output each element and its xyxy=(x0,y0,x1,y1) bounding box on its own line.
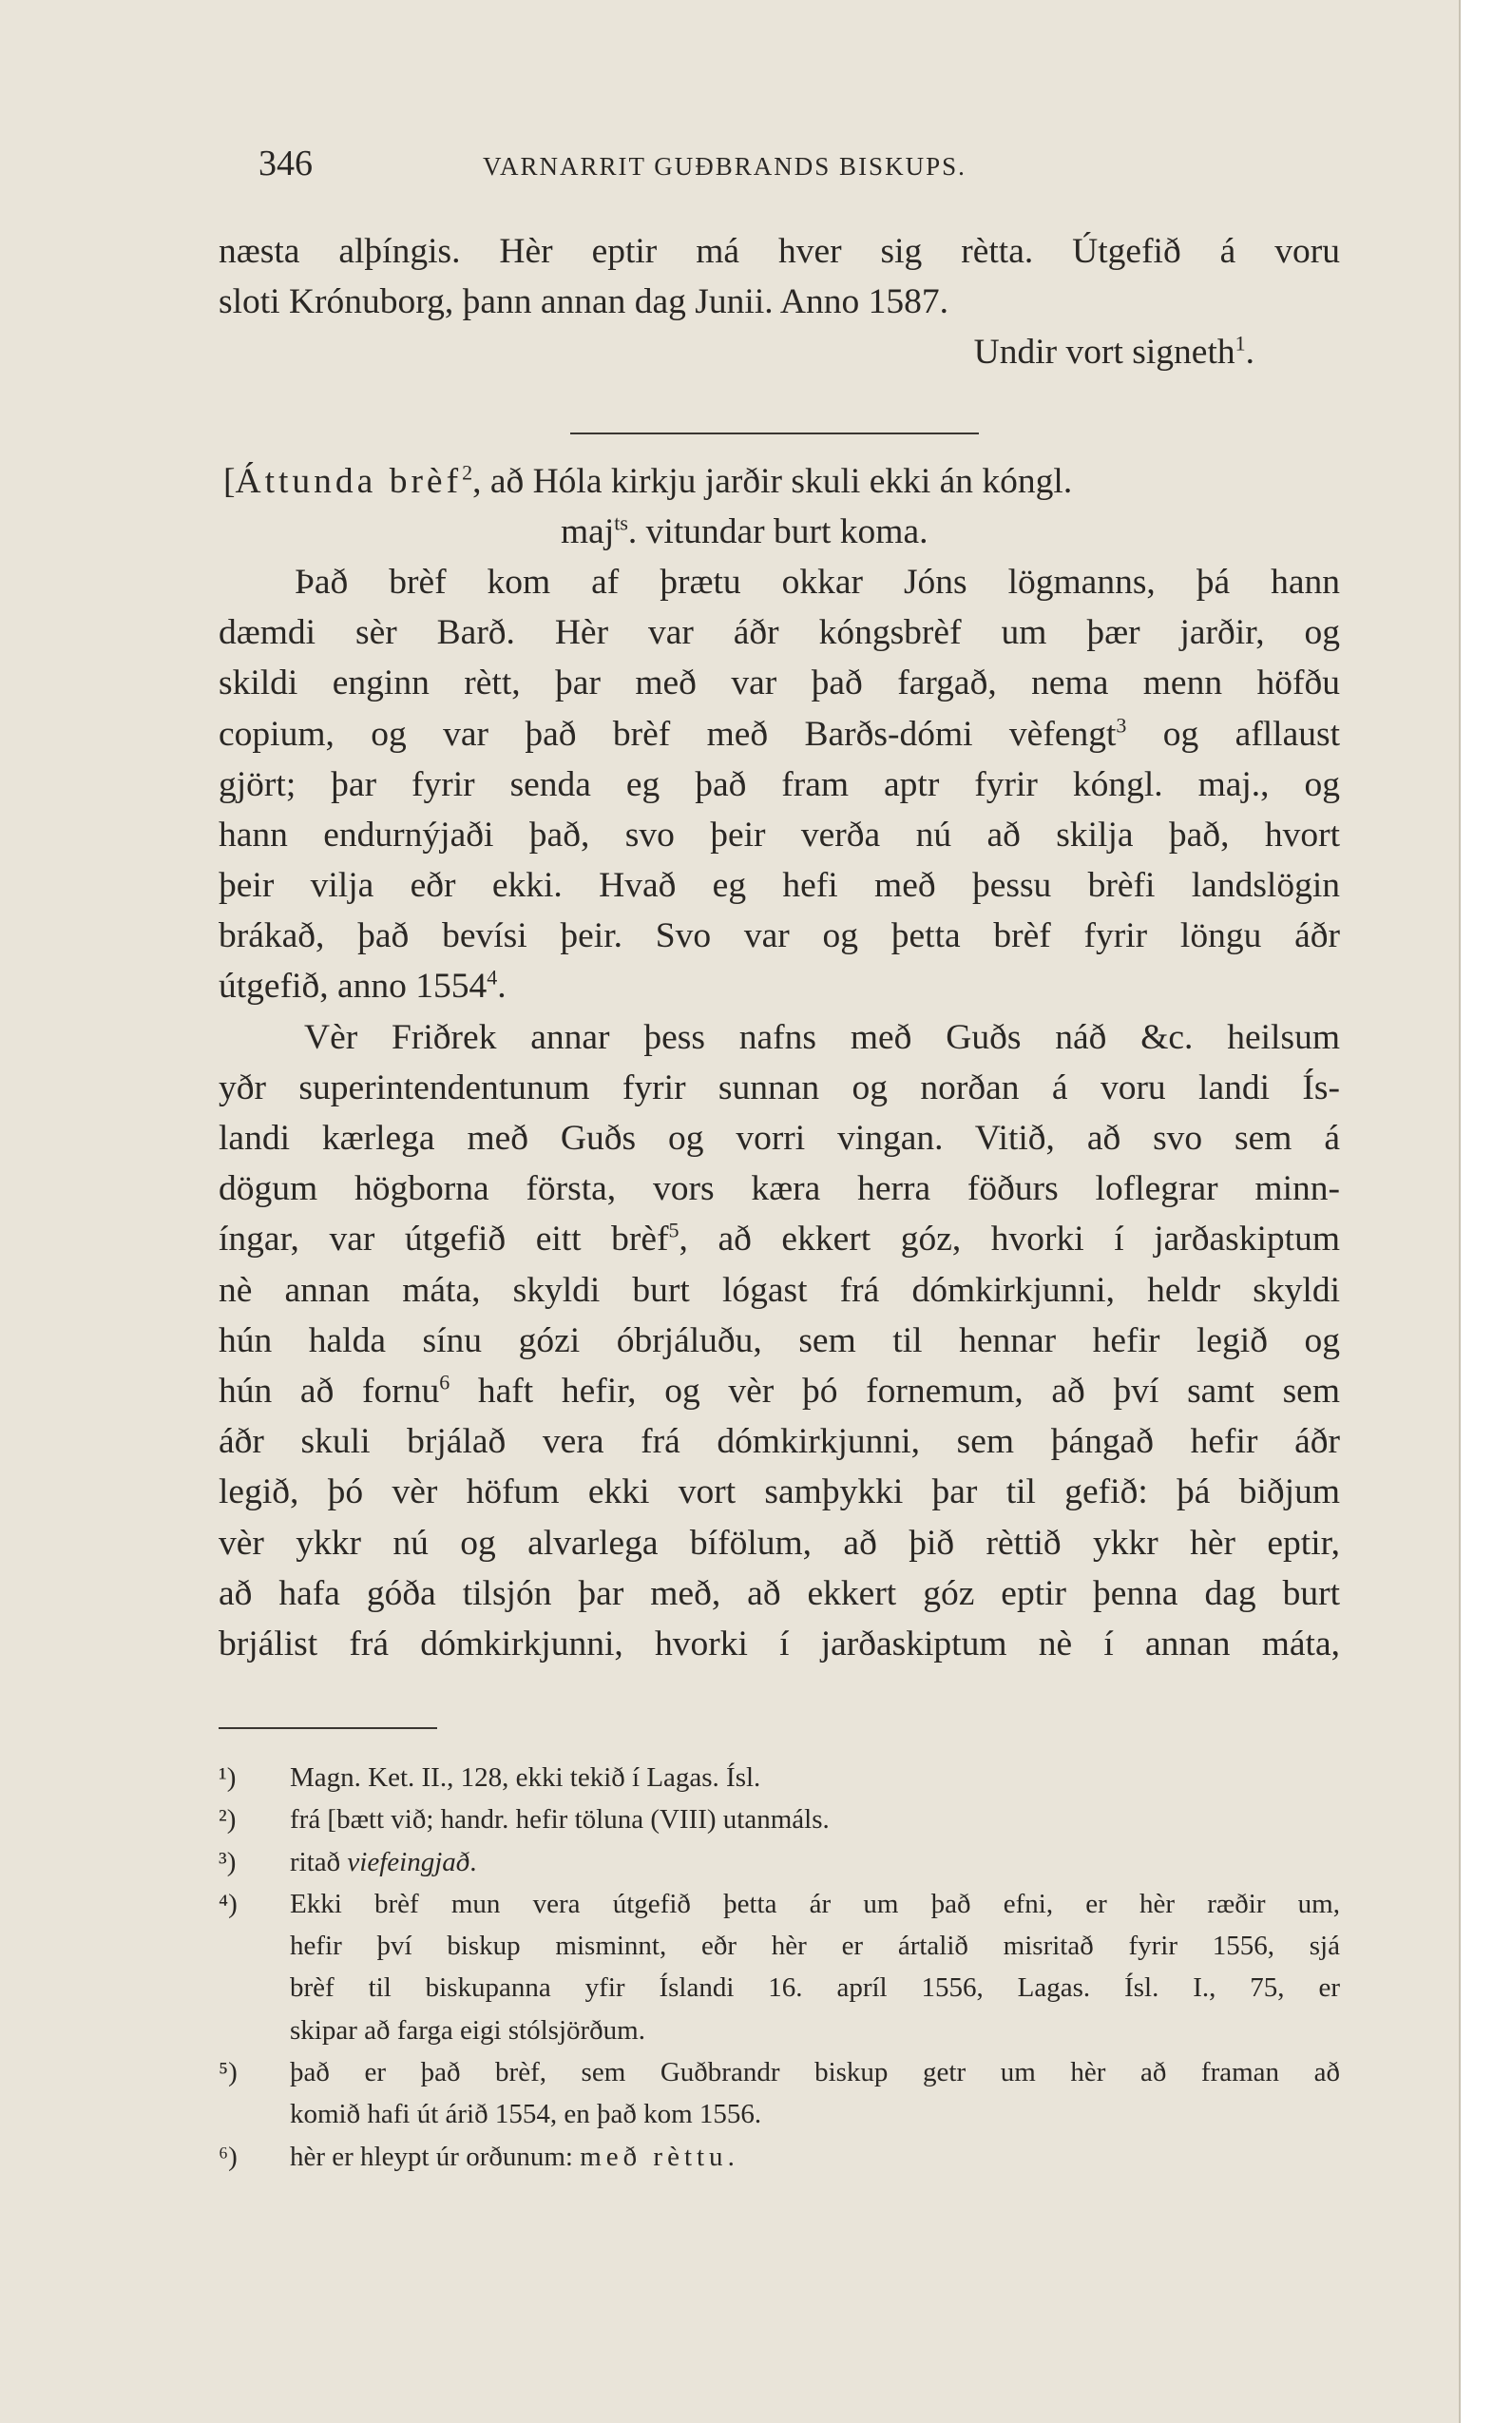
footnote-ref: 2 xyxy=(462,460,473,485)
text-line: brákað, það bevísi þeir. Svo var og þetta brèf fyrir löngu áðr xyxy=(219,916,1340,956)
text-line: hann endurnýjaði það, svo þeir verða nú að skilja það, hvort xyxy=(219,815,1340,855)
text-line: nè annan máta, skyldi burt lógast frá dómkirkjunni, heldr skyldi xyxy=(219,1270,1340,1310)
spacer xyxy=(219,378,1340,456)
text-segment: copium, og var það brèf með Barðs-dómi vèfengt xyxy=(219,714,1117,754)
heading-text: maj xyxy=(561,511,615,551)
footnote-2 xyxy=(219,1798,1340,1840)
footnote-text-segment: ritað xyxy=(290,1846,348,1877)
footnote-text: komið hafi út árið 1554, en það kom 1556. xyxy=(290,2099,762,2130)
text-line: landi kærlega með Guðs og vorri vingan. Vitið, að svo sem á xyxy=(219,1119,1340,1158)
footnote-number: ⁵) xyxy=(219,2057,238,2088)
text-line xyxy=(219,961,1340,1011)
punctuation: . xyxy=(1245,333,1254,373)
text-line: skildi enginn rètt, þar með var það fargað, nema menn höfðu xyxy=(219,663,1340,703)
text-segment: útgefið, anno 1554 xyxy=(219,967,488,1007)
text-segment: íngar, var útgefið eitt brèf xyxy=(219,1220,669,1260)
footnote-text: brèf til biskupanna yfir Íslandi 16. apríl 1556, Lagas. Ísl. I., 75, er xyxy=(290,1972,1340,2004)
punctuation: . xyxy=(727,2141,735,2172)
page-edge xyxy=(1459,0,1512,2423)
footnote-text: frá [bætt við; handr. hefir töluna (VIII) utanmáls. xyxy=(290,1804,830,1836)
footnotes xyxy=(219,1757,1340,2178)
signature-line xyxy=(219,327,1340,377)
text-line: næsta alþíngis. Hèr eptir má hver sig rètta. Útgefið á voru xyxy=(219,232,1340,271)
body-text xyxy=(219,226,1340,1669)
text-line: brjálist frá dómkirkjunni, hvorki í jarðaskiptum nè í annan máta, xyxy=(219,1624,1340,1663)
page-header xyxy=(258,143,1337,200)
footnote-text: Magn. Ket. II., 128, ekki tekið í Lagas. Ísl. xyxy=(290,1762,761,1793)
text-line: yðr superintendentunum fyrir sunnan og norðan á voru landi Ís- xyxy=(219,1067,1340,1107)
running-title: VARNARRIT GUÐBRANDS BISKUPS. xyxy=(483,152,967,181)
footnote-number: ¹) xyxy=(219,1762,237,1793)
text-line: áðr skuli brjálað vera frá dómkirkjunni, sem þángað hefir áðr xyxy=(219,1422,1340,1462)
text-line xyxy=(219,1214,1340,1264)
footnote-ref: 6 xyxy=(439,1370,450,1394)
footnote-ref: 5 xyxy=(668,1218,679,1242)
text-line: vèr ykkr nú og alvarlega bífölum, að þið rèttið ykkr hèr eptir, xyxy=(219,1523,1340,1563)
text-line: Vèr Friðrek annar þess nafns með Guðs náð &c. heilsum xyxy=(304,1017,1340,1057)
text-line: þeir vilja eðr ekki. Hvað eg hefi með þessu brèfi landslögin xyxy=(219,866,1340,906)
text-line: sloti Krónuborg, þann annan dag Junii. Anno 1587. xyxy=(219,282,948,322)
text-line xyxy=(219,709,1340,760)
footnote-number: ⁶) xyxy=(219,2141,238,2172)
footnote-3 xyxy=(219,1841,1340,1883)
letter-heading-line xyxy=(219,456,1340,507)
footnote-ref: 1 xyxy=(1234,331,1246,356)
footnote-text: það er það brèf, sem Guðbrandr biskup getr um hèr að framan að xyxy=(290,2057,1340,2088)
text-line xyxy=(219,1366,1340,1416)
letter-heading-title: Áttunda brèf xyxy=(235,461,463,501)
text-line: legið, þó vèr höfum ekki vort samþykki þar til gefið: þá biðjum xyxy=(219,1472,1340,1512)
footnote-6 xyxy=(219,2136,1340,2178)
text-segment: , að ekkert góz, hvorki í jarðaskiptum xyxy=(679,1220,1341,1260)
footnote-number: ⁴) xyxy=(219,1888,238,1919)
footnote-text: Ekki brèf mun vera útgefið þetta ár um það efni, er hèr ræðir um, xyxy=(290,1888,1340,1919)
letter-heading-line-2 xyxy=(219,507,1340,557)
text-segment: hún að fornu xyxy=(219,1371,440,1411)
footnote-5 xyxy=(219,2051,1340,2136)
signature-text: Undir vort signeth xyxy=(973,333,1235,373)
text-segment: og afllaust xyxy=(1126,714,1340,754)
text-line: dæmdi sèr Barð. Hèr var áðr kóngsbrèf um þær jarðir, og xyxy=(219,613,1340,653)
footnote-italic: viefeingjað xyxy=(347,1846,470,1877)
footnote-divider xyxy=(219,1727,437,1729)
punctuation: . xyxy=(497,967,507,1007)
letter-heading-rest: , að Hóla kirkju jarðir skuli ekki án kóngl. xyxy=(472,461,1073,501)
footnote-4 xyxy=(219,1883,1340,2051)
superscript: ts xyxy=(614,510,628,535)
footnote-number: ³) xyxy=(219,1846,237,1877)
footnote-ref: 3 xyxy=(1116,713,1127,737)
text-line: dögum högborna första, vors kæra herra föðurs loflegrar minn- xyxy=(219,1169,1340,1209)
footnote-spaced: með rèttu xyxy=(580,2141,728,2172)
footnote-text xyxy=(290,2136,1340,2178)
footnote-1 xyxy=(219,1757,1340,1798)
text-line: Það brèf kom af þrætu okkar Jóns lögmanns, þá hann xyxy=(295,562,1340,602)
footnote-number: ²) xyxy=(219,1804,237,1836)
text-line: gjört; þar fyrir senda eg það fram aptr fyrir kóngl. maj., og xyxy=(219,764,1340,804)
footnote-text: hefir því biskup misminnt, eðr hèr er ártalið misritað fyrir 1556, sjá xyxy=(290,1931,1340,1962)
punctuation: . xyxy=(469,1846,477,1877)
section-divider xyxy=(570,433,979,434)
footnote-text: skipar að farga eigi stólsjörðum. xyxy=(290,2014,645,2046)
footnote-ref: 4 xyxy=(487,965,498,990)
footnote-text-segment: hèr er hleypt úr orðunum: xyxy=(290,2141,581,2172)
bracket: [ xyxy=(223,461,236,501)
text-line: að hafa góða tilsjón þar með, að ekkert góz eptir þenna dag burt xyxy=(219,1573,1340,1613)
text-line: hún halda sínu gózi óbrjáluðu, sem til hennar hefir legið og xyxy=(219,1320,1340,1360)
heading-text: . vitundar burt koma. xyxy=(627,511,928,551)
page-number: 346 xyxy=(258,144,313,183)
text-segment: haft hefir, og vèr þó fornemum, að því samt sem xyxy=(450,1371,1340,1411)
footnote-text xyxy=(290,1841,1340,1883)
